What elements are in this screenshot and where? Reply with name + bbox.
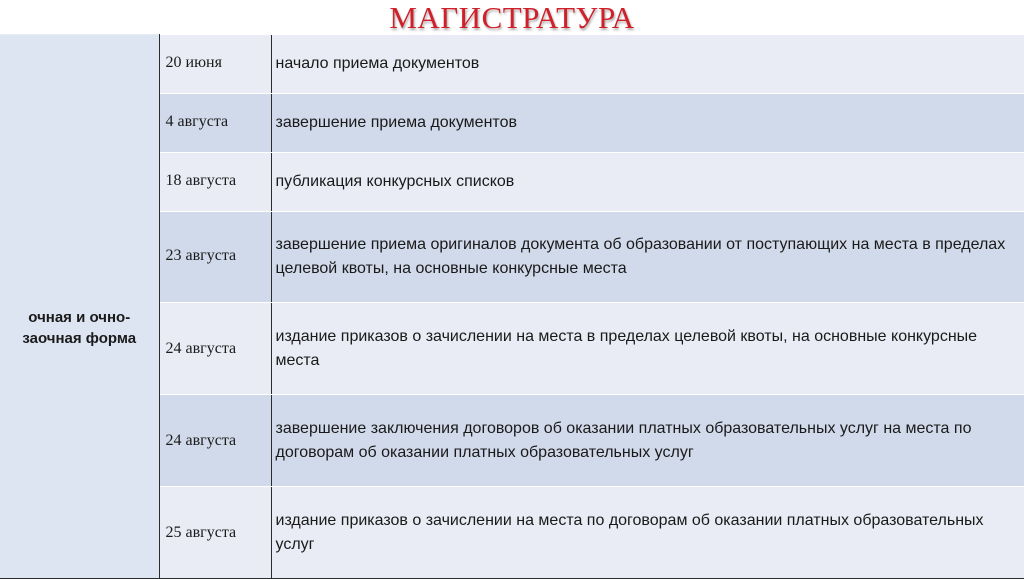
date-text: 23 августа	[165, 247, 237, 264]
date-text: 25 августа	[165, 524, 237, 541]
date-cell	[159, 303, 271, 395]
date-cell	[159, 487, 271, 579]
date-cell	[159, 94, 271, 153]
date-cell	[159, 35, 271, 94]
event-text: завершение приема документов	[275, 114, 517, 131]
date-cell	[159, 395, 271, 487]
event-cell	[271, 487, 1024, 579]
event-text: начало приема документов	[275, 54, 480, 72]
date-text: 24 августа	[165, 432, 237, 449]
event-cell	[271, 35, 1024, 94]
admission-schedule-table	[0, 34, 1024, 579]
event-cell	[271, 395, 1024, 487]
date-cell	[159, 153, 271, 212]
date-text: 4 августа	[165, 113, 229, 130]
event-cell	[271, 94, 1024, 153]
event-text: завершение заключения договоров об оказании платных образовательных услуг на места по договорам об оказании платных образовательных услуг	[275, 420, 972, 461]
date-text: 20 июня	[165, 53, 222, 71]
event-text: завершение приема оригиналов документа об образовании от поступающих на места в пределах целевой квоты, на основные конкурсные места	[275, 236, 1006, 277]
event-cell	[271, 212, 1024, 303]
page-title: МАГИСТРАТУРА	[389, 0, 635, 35]
event-text: издание приказов о зачислении на места по договорам об оказании платных образовательных услуг	[275, 512, 984, 553]
date-text: 18 августа	[165, 172, 237, 189]
table-row	[0, 35, 1024, 94]
event-text: публикация конкурсных списков	[275, 173, 515, 190]
date-text: 24 августа	[165, 340, 237, 357]
event-text: издание приказов о зачислении на места в пределах целевой квоты, на основные конкурсные места	[275, 328, 978, 369]
date-cell	[159, 212, 271, 303]
event-cell	[271, 153, 1024, 212]
event-cell	[271, 303, 1024, 395]
study-form-label: очная и очно-заочная форма	[22, 308, 137, 347]
study-form-cell	[0, 35, 159, 579]
